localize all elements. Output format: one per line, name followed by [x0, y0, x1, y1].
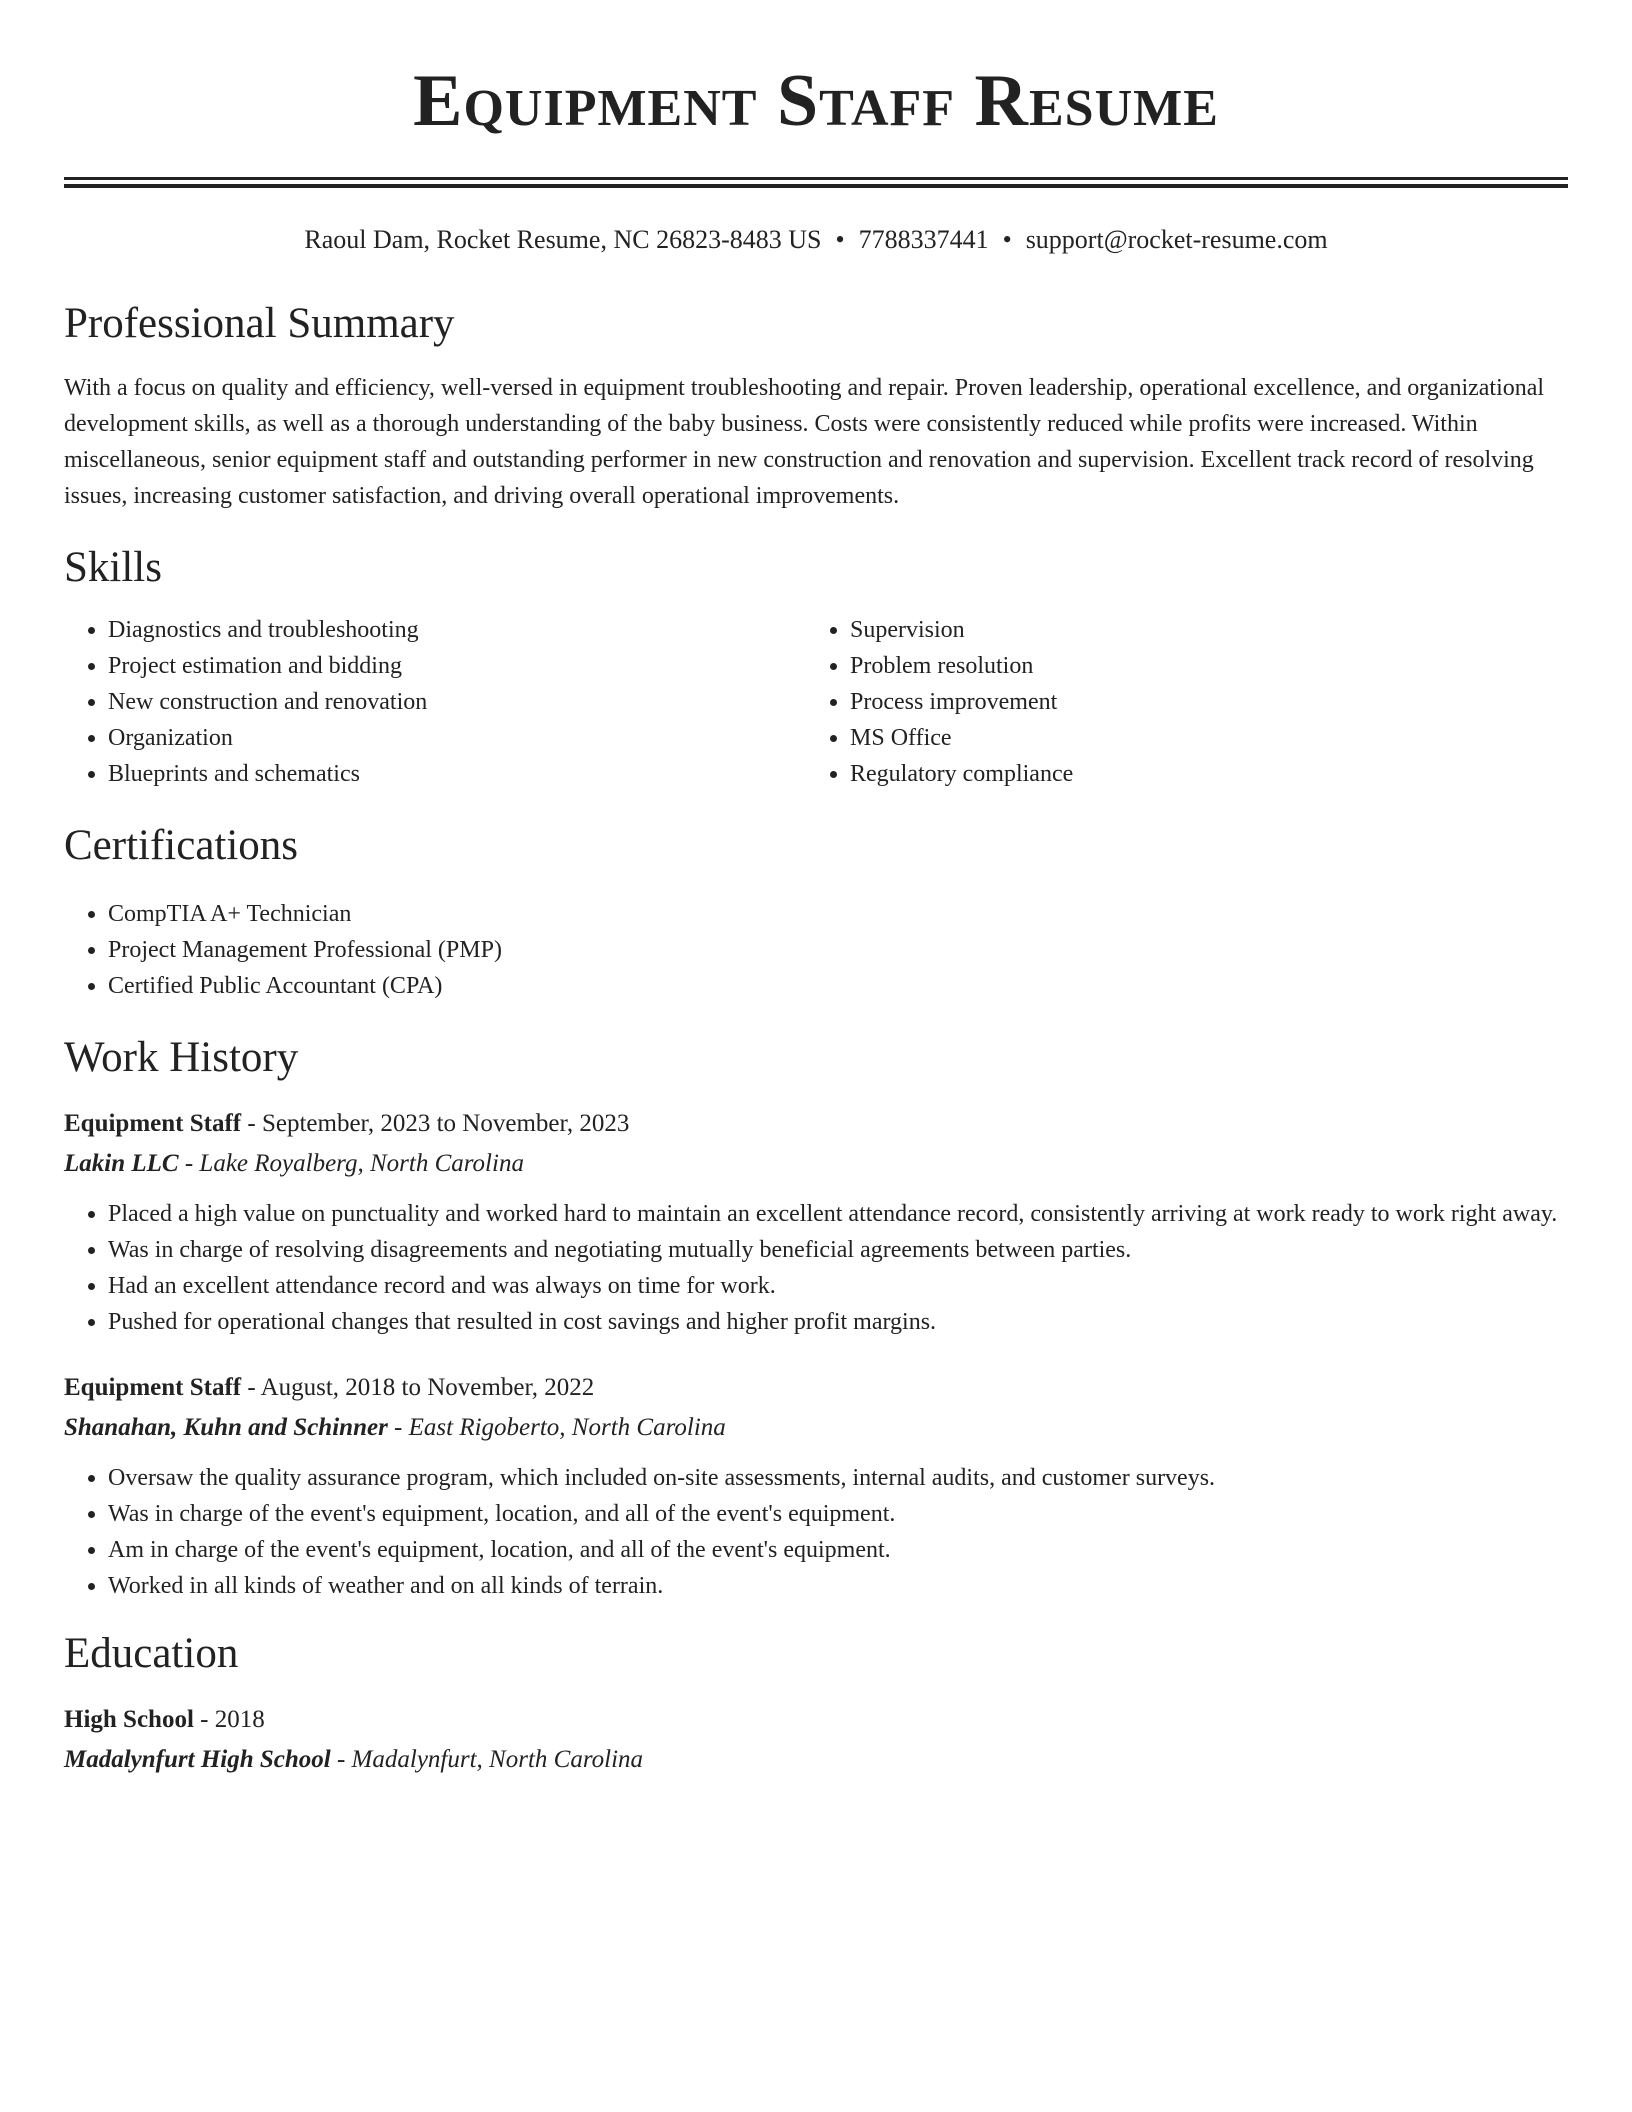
- education-location: - Madalynfurt, North Carolina: [330, 1746, 644, 1773]
- job-dates: - September, 2023 to November, 2023: [241, 1110, 630, 1137]
- education-year: - 2018: [193, 1706, 265, 1733]
- skill-item: • Problem resolution: [850, 648, 1548, 684]
- job-title-line: [64, 1104, 1568, 1144]
- education-school-line: [64, 1740, 1568, 1780]
- job-duty-item: • Worked in all kinds of weather and on all kinds of terrain.: [108, 1568, 1568, 1604]
- job-duty-item: • Placed a high value on punctuality and worked hard to maintain an excellent attendance record, consistently arriving at work ready to work right away.: [108, 1196, 1568, 1232]
- skill-item: • Project estimation and bidding: [108, 648, 806, 684]
- skill-item: • Regulatory compliance: [850, 756, 1548, 792]
- resume-title: Equipment Staff Resume: [413, 60, 1219, 142]
- job-duties-list: [64, 1460, 1568, 1604]
- contact-address: Raoul Dam, Rocket Resume, NC 26823-8483 US: [304, 225, 822, 254]
- job-company-line: [64, 1144, 1568, 1184]
- job-company-line: [64, 1408, 1568, 1448]
- contact-separator: •: [1002, 225, 1012, 254]
- job-title-line: [64, 1368, 1568, 1408]
- title-double-rule: [64, 177, 1568, 188]
- summary-text: With a focus on quality and efficiency, well-versed in equipment troubleshooting and repair. Proven leadership, operational excellence, and organizational development skills, as well as a thorough understanding of the baby business. Costs were consistently reduced while profits were increased. Within miscellaneous, senior equipment staff and outstanding performer in new construction and renovation and supervision. Excellent track record of resolving issues, increasing customer satisfaction, and driving overall operational improvements.: [64, 375, 1545, 509]
- job-duty-item: • Was in charge of resolving disagreements and negotiating mutually beneficial agreements between parties.: [108, 1232, 1568, 1268]
- skills-columns: [64, 612, 1568, 792]
- job-location: - East Rigoberto, North Carolina: [387, 1414, 726, 1441]
- work-history-heading: Work History: [64, 1034, 299, 1081]
- certification-item: • Certified Public Accountant (CPA): [108, 968, 1568, 1004]
- skills-left-list: [64, 612, 806, 792]
- job-company: Shanahan, Kuhn and Schinner: [64, 1414, 388, 1441]
- job-duty-item: • Had an excellent attendance record and was always on time for work.: [108, 1268, 1568, 1304]
- job-duty-item: • Pushed for operational changes that resulted in cost savings and higher profit margins.: [108, 1304, 1568, 1340]
- job-location: - Lake Royalberg, North Carolina: [178, 1150, 524, 1177]
- contact-phone: 7788337441: [858, 225, 989, 254]
- summary-heading: Professional Summary: [64, 300, 455, 347]
- skill-item: • Organization: [108, 720, 806, 756]
- job-duties-list: [64, 1196, 1568, 1340]
- education-degree-line: [64, 1700, 1568, 1740]
- skill-item: • Diagnostics and troubleshooting: [108, 612, 806, 648]
- certification-item: • Project Management Professional (PMP): [108, 932, 1568, 968]
- skill-item: • MS Office: [850, 720, 1548, 756]
- job-entry: [64, 1104, 1568, 1340]
- job-duty-item: • Oversaw the quality assurance program, which included on-site assessments, internal audits, and customer surveys.: [108, 1460, 1568, 1496]
- job-duty-item: • Was in charge of the event's equipment, location, and all of the event's equipment.: [108, 1496, 1568, 1532]
- education-heading: Education: [64, 1630, 239, 1677]
- education-school: Madalynfurt High School: [64, 1746, 331, 1773]
- certifications-heading: Certifications: [64, 822, 299, 869]
- job-title: Equipment Staff: [64, 1110, 242, 1137]
- job-dates: - August, 2018 to November, 2022: [241, 1374, 595, 1401]
- skills-right-list: [806, 612, 1548, 792]
- skill-item: • Process improvement: [850, 684, 1548, 720]
- education-degree: High School: [64, 1706, 194, 1733]
- job-entry: [64, 1368, 1568, 1604]
- skills-heading: Skills: [64, 544, 162, 591]
- contact-separator: •: [835, 225, 845, 254]
- contact-email: support@rocket-resume.com: [1025, 225, 1328, 254]
- certifications-list: [64, 896, 1568, 1004]
- contact-line: [64, 222, 1568, 258]
- skill-item: • New construction and renovation: [108, 684, 806, 720]
- job-title: Equipment Staff: [64, 1374, 242, 1401]
- certification-item: • CompTIA A+ Technician: [108, 896, 1568, 932]
- skill-item: • Blueprints and schematics: [108, 756, 806, 792]
- skill-item: • Supervision: [850, 612, 1548, 648]
- job-company: Lakin LLC: [64, 1150, 179, 1177]
- job-duty-item: • Am in charge of the event's equipment, location, and all of the event's equipment.: [108, 1532, 1568, 1568]
